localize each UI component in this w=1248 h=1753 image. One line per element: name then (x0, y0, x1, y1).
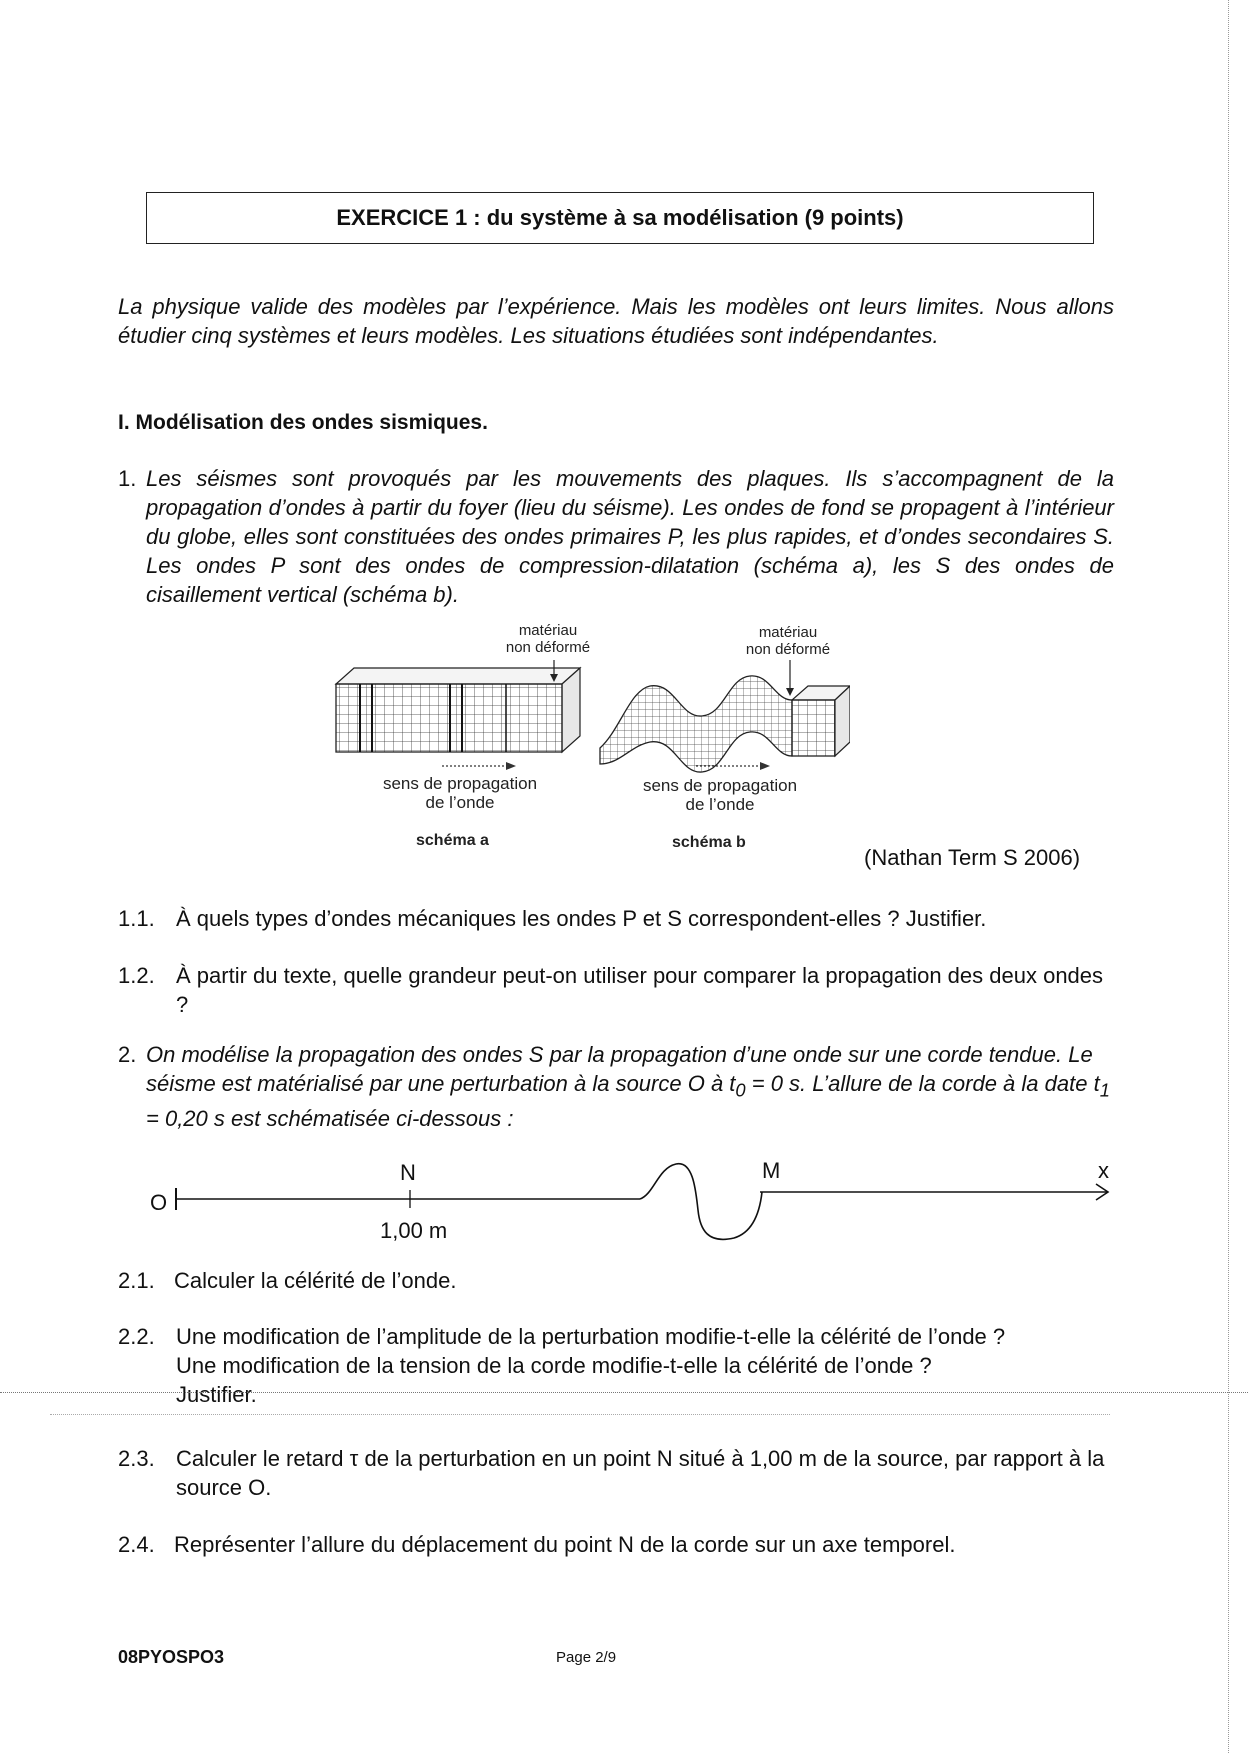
question-2-2-line-1: Une modification de l’amplitude de la perturbation modifie-t-elle la célérité de l’onde ? (176, 1324, 1006, 1349)
string-diagram (168, 1150, 1124, 1260)
string-label-x: x (1098, 1158, 1109, 1183)
schema-b-block (600, 676, 850, 772)
question-1-number: 1. (118, 466, 137, 491)
question-2-2-line-2: Une modification de la tension de la corde modifie-t-elle la célérité de l’onde ? (176, 1353, 932, 1378)
figure-a-caption-2: de l’onde (425, 793, 495, 812)
question-1-text: Les séismes sont provoqués par les mouvements des plaques. Ils s’accompagnent de la propagation d’ondes à partir du foyer (lieu du séisme). Les ondes de fond se propagent à l’intérieur du globe, elles sont constituées des ondes primaires P, les plus rapides, et d’ondes secondaires S. Les ondes P sont des ondes de compression-dilatation (schéma a), les S des ondes de cisaillement vertical (schéma b). (146, 466, 1114, 607)
figure-a-caption (350, 774, 570, 812)
figure-b-caption-1: sens de propagation (642, 776, 798, 795)
question-2-2 (118, 1322, 1114, 1409)
question-2-2-number: 2.2. (118, 1324, 155, 1349)
figure-a-label-top-2: non déformé (505, 639, 591, 656)
question-2-4-text: Représenter l’allure du déplacement du point N de la corde sur un axe temporel. (174, 1532, 956, 1557)
question-2 (118, 1040, 1114, 1133)
footer-page-number: Page 2/9 (556, 1649, 617, 1666)
section-heading (118, 411, 488, 435)
question-1-1-text: À quels types d’ondes mécaniques les ondes P et S correspondent-elles ? Justifier. (176, 906, 987, 931)
figure-b-label-top-2: non déformé (745, 641, 831, 658)
question-1 (118, 464, 1114, 609)
string-label-o: O (150, 1190, 168, 1215)
figure-a-label-top-1: matériau (518, 622, 578, 639)
tau-symbol: τ (349, 1446, 359, 1471)
dotted-separator (0, 1392, 1248, 1393)
figure-b-label-top-1: matériau (758, 624, 818, 641)
question-2-1 (118, 1266, 1114, 1295)
question-2-text: On modélise la propagation des ondes S par la propagation d’une onde sur une corde tendue. Le séisme est matérialisé par une perturbation à la source O à $t_0 = 0$ s. L’allure de la corde à la date $t_1 = 0,20$ s est schématisée ci-dessous : (146, 1042, 1110, 1132)
propagation-arrow-b-icon (694, 760, 774, 772)
string-label-m: M (762, 1158, 781, 1183)
question-1-1-number: 1.1. (118, 906, 155, 931)
scan-edge-line (1228, 0, 1229, 1753)
question-1-2-number: 1.2. (118, 963, 155, 988)
question-2-3-text: Calculer le retard τ de la perturbation en un point N situé à 1,00 m de la source, par rapport à la source O. (176, 1446, 1105, 1500)
intro-paragraph: La physique valide des modèles par l’expérience. Mais les modèles ont leurs limites. Nous allons étudier cinq systèmes et leurs modèles. Les situations étudiées sont indépendantes. (118, 294, 1114, 348)
question-2-3 (118, 1444, 1114, 1502)
string-label-n: N (400, 1160, 416, 1185)
question-1-2-text: À partir du texte, quelle grandeur peut-on utiliser pour comparer la propagation des deux ondes ? (176, 963, 1104, 1017)
figure-b-name: schéma b (672, 834, 746, 851)
footer-code: 08PYOSPO3 (118, 1647, 225, 1667)
figure-b-caption (610, 776, 830, 814)
question-1-1 (118, 904, 1114, 933)
figure-source: (Nathan Term S 2006) (864, 845, 1081, 870)
question-2-1-text: Calculer la célérité de l’onde. (174, 1268, 457, 1293)
question-1-2 (118, 961, 1114, 1019)
figure-a-name: schéma a (416, 832, 489, 849)
exercise-title: EXERCICE 1 : du système à sa modélisation (9 points) (146, 192, 1094, 244)
figure-a-caption-1: sens de propagation (382, 774, 538, 793)
section-title: Modélisation des ondes sismiques. (135, 411, 488, 434)
figure-b-label-top (728, 624, 848, 658)
question-2-number: 2. (118, 1042, 137, 1067)
string-distance-label: 1,00 m (380, 1218, 448, 1243)
figure-b-caption-2: de l’onde (685, 795, 755, 814)
question-2-4 (118, 1530, 1114, 1559)
question-2-1-number: 2.1. (118, 1268, 155, 1293)
question-2-3-number: 2.3. (118, 1446, 155, 1471)
question-2-2-line-3: Justifier. (176, 1382, 257, 1407)
propagation-arrow-a-icon (440, 760, 520, 772)
schema-a-block (336, 668, 580, 752)
dotted-separator-2 (50, 1414, 1110, 1415)
figure-a-label-top (488, 622, 608, 656)
question-2-4-number: 2.4. (118, 1532, 155, 1557)
section-number: I. (118, 411, 130, 434)
